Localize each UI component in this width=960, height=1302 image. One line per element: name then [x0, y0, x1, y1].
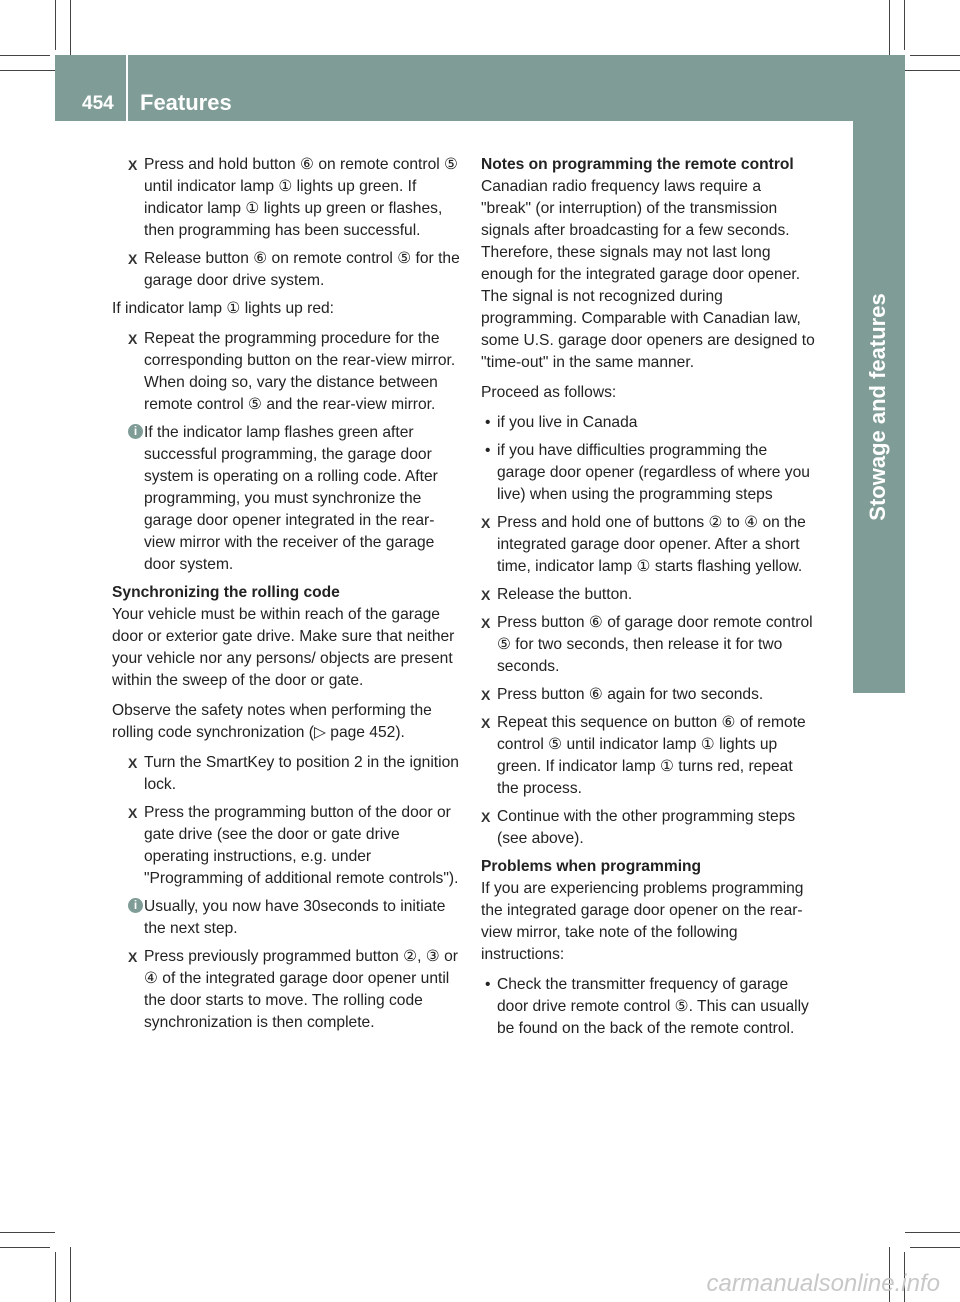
crop-mark [55, 0, 56, 50]
crop-mark [0, 70, 55, 71]
bullet-item: • Check the transmitter frequency of garage door drive remote control ⑤. This can usually be found on the back of the remote control. [481, 974, 815, 1040]
crop-mark [904, 0, 905, 50]
instruction-step: X Repeat the programming procedure for the corresponding button on the rear-view mirror. When doing so, vary the distance between remote control ⑤ and the rear-view mirror. [128, 328, 460, 416]
right-column [481, 154, 815, 1046]
info-note: i Usually, you now have 30seconds to initiate the next step. [128, 896, 460, 940]
paragraph: Your vehicle must be within reach of the garage door or exterior gate drive. Make sure that neither your vehicle nor any persons/ objects are present within the sweep of the door or gate. [112, 606, 455, 689]
side-tab-label: Stowage and features [865, 293, 890, 521]
instruction-step: X Press and hold button ⑥ on remote control ⑤ until indicator lamp ① lights up green. If indicator lamp ① lights up green or flashes, then programming has been successful. [128, 154, 460, 242]
paragraph: Proceed as follows: [481, 384, 617, 401]
paragraph: Canadian radio frequency laws require a "break" (or interruption) of the transmission signals after broadcasting for a few seconds. Therefore, these signals may not last long enough for the integrated garage door opener. The signal is not recognized during programming. Comparable with Canadian law, some U.S. garage door openers are designed to "time-out" in the same manner. [481, 178, 815, 371]
bullet-item: • if you live in Canada [481, 412, 815, 434]
left-column [112, 154, 460, 1040]
crop-mark [70, 0, 71, 55]
crop-mark [0, 1247, 50, 1248]
bullet-item: • if you have difficulties programming the garage door opener (regardless of where you live) when using the programming steps [481, 440, 815, 506]
watermark: carmanualsonline.info [706, 1270, 940, 1297]
instruction-step: X Press button ⑥ again for two seconds. [481, 684, 815, 706]
crop-mark [55, 1252, 56, 1302]
crop-mark [910, 55, 960, 56]
red-lamp-intro: If indicator lamp ① lights up red: [112, 300, 334, 317]
paragraph: If you are experiencing problems programming the integrated garage door opener on the rear-view mirror, take note of the following instructions: [481, 880, 804, 963]
page-number: 454 [82, 93, 114, 114]
header-divider [126, 55, 128, 121]
crop-mark [0, 55, 50, 56]
instruction-step: X Release button ⑥ on remote control ⑤ for the garage door drive system. [128, 248, 460, 292]
crop-mark [905, 70, 960, 71]
section-heading: Notes on programming the remote control [481, 156, 794, 173]
crop-mark [905, 1232, 960, 1233]
instruction-step: X Repeat this sequence on button ⑥ of remote control ⑤ until indicator lamp ① lights up green. If indicator lamp ① turns red, repeat the process. [481, 712, 815, 800]
instruction-step: X Continue with the other programming steps (see above). [481, 806, 815, 850]
instruction-step: X Press the programming button of the door or gate drive (see the door or gate drive operating instructions, e.g. under "Programming of additional remote controls"). [128, 802, 460, 890]
instruction-step: X Press button ⑥ of garage door remote control ⑤ for two seconds, then release it for two seconds. [481, 612, 815, 678]
info-note: i If the indicator lamp flashes green after successful programming, the garage door system is operating on a rolling code. After programming, you must synchronize the garage door opener integrated in the rear-view mirror with the receiver of the garage door system. [128, 422, 460, 576]
page-title: Features [140, 90, 232, 115]
crop-mark [70, 1247, 71, 1302]
crop-mark [889, 0, 890, 55]
instruction-step: X Press previously programmed button ②, ③ or ④ of the integrated garage door opener until the door starts to move. The rolling code synchronization is then complete. [128, 946, 460, 1034]
instruction-step: X Turn the SmartKey to position 2 in the ignition lock. [128, 752, 460, 796]
crop-mark [910, 1247, 960, 1248]
section-heading: Synchronizing the rolling code [112, 584, 340, 601]
instruction-step: X Release the button. [481, 584, 815, 606]
instruction-step: X Press and hold one of buttons ② to ④ on the integrated garage door opener. After a short time, indicator lamp ① starts flashing yellow. [481, 512, 815, 578]
paragraph: Observe the safety notes when performing the rolling code synchronization (▷ page 452). [112, 702, 432, 741]
crop-mark [0, 1232, 55, 1233]
section-heading: Problems when programming [481, 858, 702, 875]
